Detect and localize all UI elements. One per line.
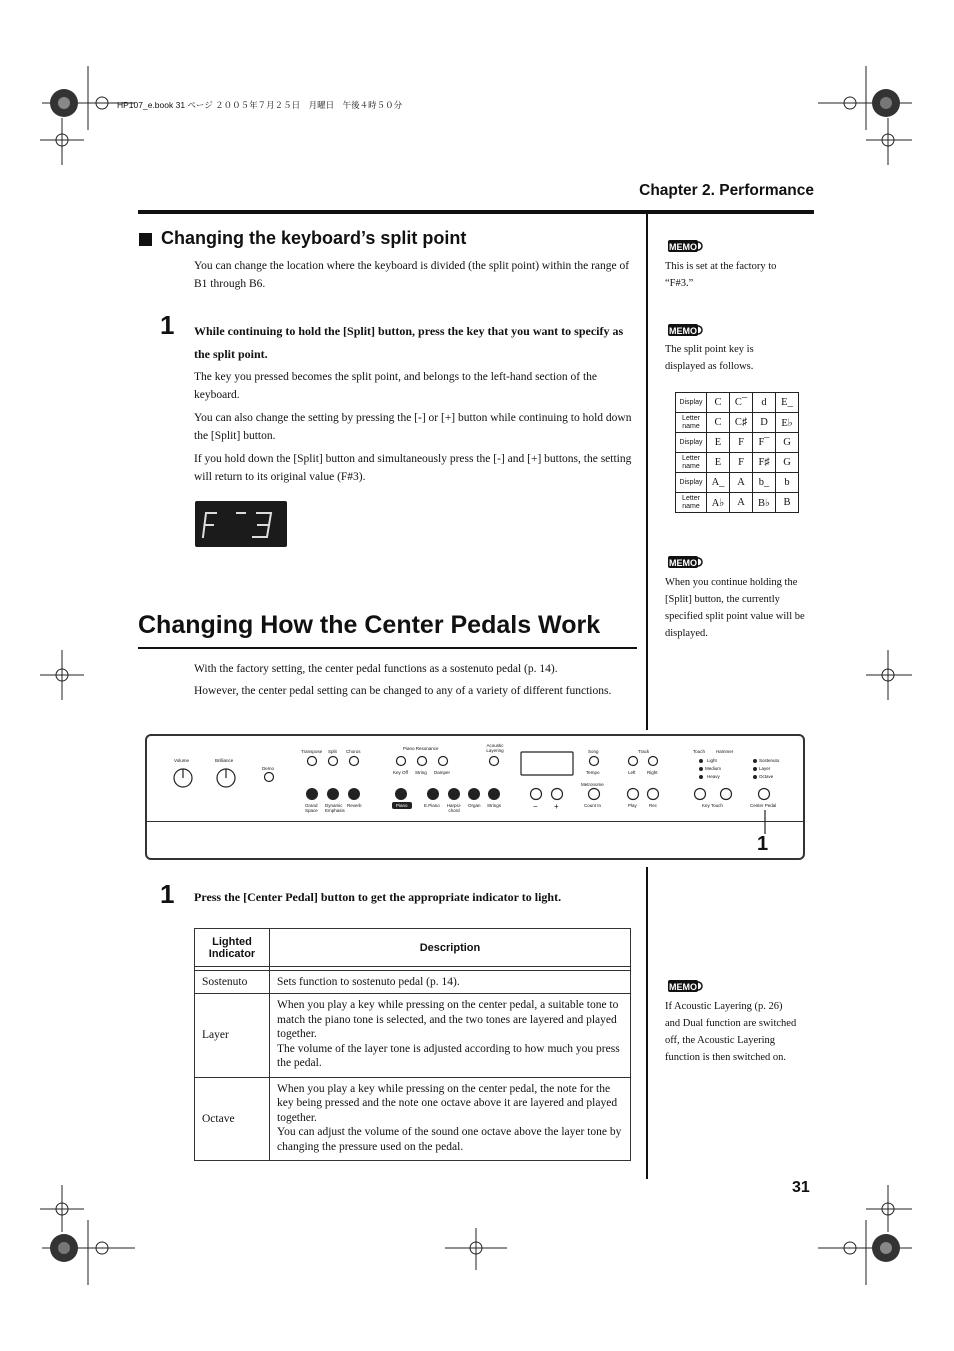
key-row-display: Display E F F¯ G [676,433,799,453]
panel-label-play: Play [628,803,637,808]
panel-label-light: Light [707,758,717,763]
panel-callout-number: 1 [757,833,769,855]
panel-label-e-piano: E.Piano [424,803,440,808]
column-divider-lower [646,867,648,1179]
chapter-title: Chapter 2. Performance [639,182,814,199]
split-paragraph-2: You can also change the setting by pressing the [-] or [+] button while continuing to hold down the [Split] button. [194,412,632,442]
memo-icon [667,978,703,994]
key-row-letter: Letter name E F F♯ G [676,453,799,473]
panel-label-center-pedal: Center Pedal [750,803,777,808]
indicator-cell: Sostenuto [195,971,270,994]
panel-label-heavy: Heavy [707,774,720,779]
split-step-number: 1 [160,310,175,340]
led-digits-icon [195,501,287,547]
indicator-cell: Layer [195,994,270,1078]
memo-icon [667,554,703,570]
page-number: 31 [792,1179,810,1196]
panel-label-hammer: Hammer [716,749,734,754]
table-row [195,1077,631,1161]
panel-label-medium: Medium [705,766,722,771]
table-row [195,994,631,1078]
panel-label-minus: − [533,802,538,811]
pedal-step-title: Press the [Center Pedal] button to get the appropriate indicator to light. [194,890,562,904]
split-key-table [675,392,799,513]
panel-label-count-in: Count In [584,803,602,808]
memo-text-3: When you continue holding the [Split] button, the currently specified split point value will be displayed. [665,577,805,639]
description-line: The volume of the layer tone is adjusted according to how much you press the pedal. [277,1042,620,1069]
pedal-function-table [194,928,631,1161]
indicator-cell: Octave [195,1077,270,1161]
panel-label-harpsichord: Harpsi-chord [446,803,462,813]
panel-controls-graphic [147,736,803,860]
split-paragraph-1: The key you pressed becomes the split point, and belongs to the left-hand section of the keyboard. [194,371,598,401]
panel-label-plus: + [554,802,559,811]
description-cell: Sets function to sostenuto pedal (p. 14). [270,971,631,994]
split-step-title: While continuing to hold the [Split] button, press the key that you want to specify as the split point. [194,324,624,361]
panel-label-string: String [415,770,427,775]
panel-label-rec: Rec [649,803,658,808]
key-row-letter: Letter name A♭ A B♭ B [676,493,799,513]
memo-text-1: This is set at the factory to “F#3.” [665,261,777,289]
led-display [195,501,287,547]
split-section-heading: Changing the keyboard’s split point [161,228,467,248]
memo-label: MEMO [669,982,697,992]
memo-text-4: If Acoustic Layering (p. 26) and Dual function are switched off, the Acoustic Layering function is then switched on. [665,1001,797,1063]
pedal-heading-rule [138,647,637,649]
column-divider [646,214,648,730]
split-paragraph-3: If you hold down the [Split] button and simultaneously press the [-] and [+] buttons, the setting will return to its original value (F#3). [194,453,632,483]
description-cell [270,994,631,1078]
memo-text-2: The split point key is displayed as follows. [665,344,754,372]
panel-label-left: Left [628,770,636,775]
header-description: Description [270,929,631,967]
panel-label-grand-space: Grand Space [305,803,318,813]
split-section-bullet [139,233,152,246]
description-cell [270,1077,631,1161]
pedal-paragraph-2: However, the center pedal setting can be changed to any of a variety of different functions. [194,685,612,697]
memo-label: MEMO [669,326,697,336]
pedal-section-heading: Changing How the Center Pedals Work [138,611,601,639]
pedal-step-number: 1 [160,879,175,909]
key-row-display: Display C C¯ d E_ [676,393,799,413]
description-line: When you play a key while pressing on the center pedal, a suitable tone to match the piano tone is selected, and the two tones are layered and played together. [277,999,619,1040]
panel-label-organ: Organ [468,803,481,808]
panel-label-metronome: Metronome [581,782,604,787]
panel-label-acoustic-layering: Acoustic Layering [486,743,504,753]
memo-icon [667,322,703,338]
panel-label-brilliance: Brilliance [215,758,234,763]
print-header: HP107_e.book 31 ページ ２００５年７月２５日 月曜日 午後４時５０分 [117,100,403,110]
key-row-display: Display A_ A b_ b [676,473,799,493]
memo-icon [667,238,703,254]
panel-label-demo: Demo [262,766,275,771]
pedal-paragraph-1: With the factory setting, the center pedal functions as a sostenuto pedal (p. 14). [194,663,558,675]
table-row [195,971,631,994]
header-rule [138,210,814,214]
header-lighted-indicator: Lighted Indicator [195,929,270,967]
panel-label-layer: Layer [759,766,771,771]
panel-label-octave: Octave [759,774,774,779]
panel-label-split: Split [328,749,337,754]
key-row-letter: Letter name C C♯ D E♭ [676,413,799,433]
panel-label-strings: Strings [487,803,502,808]
panel-label-piano: Piano [396,803,408,808]
description-line: When you play a key while pressing on the center pedal, the note for the key being pressed and the note one octave above it are layered and played together. [277,1082,618,1124]
panel-label-transpose: Transpose [301,749,323,754]
table-header-row [195,929,631,967]
panel-label-reverb: Reverb [347,803,362,808]
panel-label-damper: Damper [434,770,451,775]
control-panel [145,734,805,860]
panel-label-dynamic-emphasis: Dynamic Emphasis [325,803,345,813]
panel-label-volume: Volume [174,758,190,763]
panel-label-touch: Touch [693,749,706,754]
panel-label-sostenuto: Sostenuto [759,758,780,763]
panel-label-key-off: Key Off [393,770,408,775]
panel-label-track: Track [638,749,650,754]
memo-label: MEMO [669,242,697,252]
panel-label-tempo: Tempo [586,770,600,775]
panel-label-song: Song [588,749,599,754]
split-intro: You can change the location where the keyboard is divided (the split point) within the range of B1 through B6. [194,260,630,290]
panel-label-right: Right [647,770,658,775]
panel-label-piano-resonance: Piano Resonance [403,746,439,751]
panel-label-chorus: Chorus [346,749,361,754]
description-line: You can adjust the volume of the sound one octave above the layer tone by changing the pressure used on the pedal. [277,1126,622,1153]
memo-label: MEMO [669,558,697,568]
panel-label-key-touch: Key Touch [702,803,723,808]
